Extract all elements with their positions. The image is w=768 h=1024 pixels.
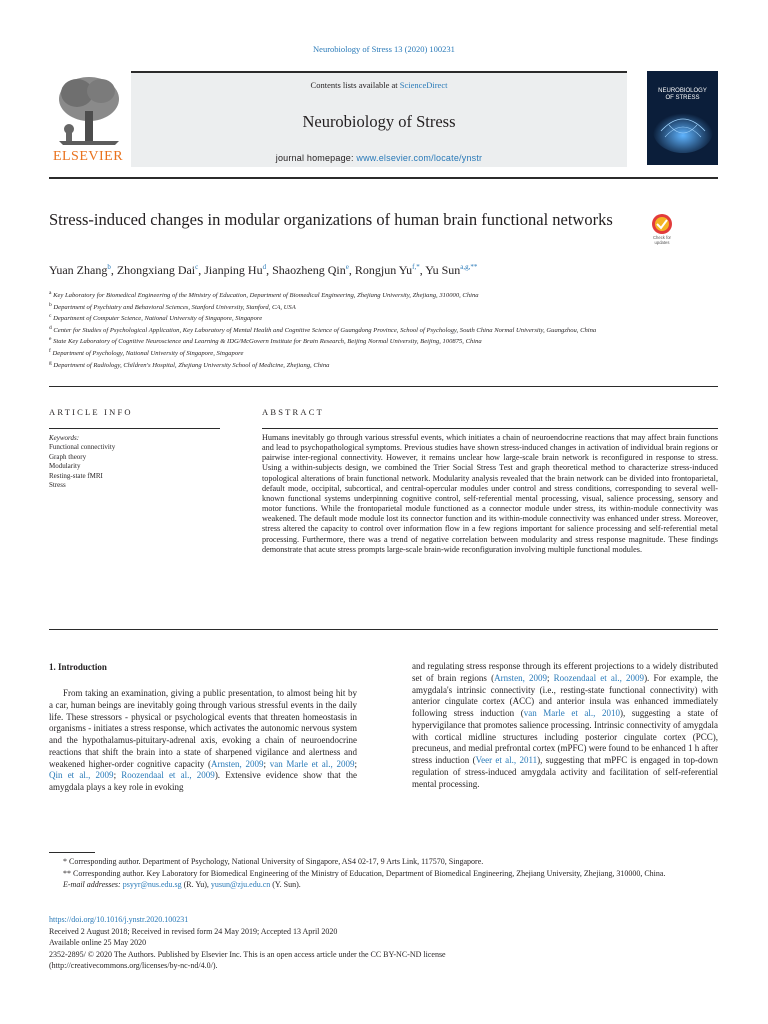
citation-link[interactable]: Veer et al., 2011 (475, 755, 538, 765)
citation-link[interactable]: Roozendaal et al., 2009 (553, 672, 645, 683)
available-online: Available online 25 May 2020 (49, 938, 147, 948)
affiliation-text: State Key Laboratory of Cognitive Neuroscience and Learning & IDG/McGovern Institute for Brain Research, Beijing Normal University, Beijing, 100875, China (53, 338, 482, 346)
keyword-item: Graph theory (49, 452, 87, 461)
homepage-link[interactable]: www.elsevier.com/locate/ynstr (356, 153, 483, 163)
journal-cover[interactable] (647, 71, 718, 165)
author-name: Rongjun Yu (354, 263, 413, 277)
keyword-item: Modularity (49, 462, 81, 471)
check-updates-line-1: Check for (653, 235, 671, 240)
intro-text: and regulating stress response through its efferent projections to a widely distributed set of brain regions ( (412, 661, 718, 683)
publication-info (49, 914, 718, 972)
author-affiliation-marker[interactable]: d (262, 263, 267, 271)
affiliation-list (49, 289, 689, 370)
affiliation-item (49, 359, 689, 371)
check-updates-line-2: updates (654, 239, 670, 245)
affiliation-text: Department of Radiology, Children's Hospital, Zhejiang University School of Medicine, Zhejiang, China (53, 361, 330, 369)
email-owner: (R. Yu), (181, 880, 211, 890)
author-affiliation-marker[interactable]: b (107, 263, 111, 271)
check-updates-label (645, 236, 679, 245)
keyword-list (49, 443, 220, 490)
keywords-label: Keywords: (49, 434, 80, 442)
affiliation-text: Key Laboratory for Biomedical Engineering of the Ministry of Education, Department of Biomedical Engineering, Zhejiang University, Zhejiang, 310000, China (53, 292, 479, 300)
abstract-text: Humans inevitably go through various stressful events, which initiates a chain of neuroendocrine reactions that may affect brain functions and lead to psychopathological symptoms. Previous studies have shown stress-induced changes in activation of individual brain regions or pairwise inter-regional connectivity. However, it remains unclear how large-scale brain network is reconfigured in response to stress. Using a within-subjects design, we combined the Trier Social Stress Test and graph theoretical method to characterize stress-induced topological alterations of brain functional network. Modularity analysis revealed that the brain network can be divided into frontoparietal, default mode, occipital, subcortical, and central-opercular modules under control and stress conditions, corresponding to several well-known functional systems underpinning cognitive control, self-referential mental processing, visual, salience processing, sensory and motor functions. While the frontoparietal module functioned as a connector module under stress, its within-module connectivity was weakened. The default mode module lost its connector function and its within-module connectivity was enhanced under stress. Moreover, stress altered the capacity to control over information flow in a few regions important for salience processing and self-referential metal processing. Furthermore, there was a trend of negative correlation between modularity and stress response magnitude. These findings demonstrate that acute stress prompts large-scale brain-wide reconfiguration involving multiple functional modules. (262, 433, 718, 554)
affiliation-marker: g (49, 359, 52, 366)
footnote-emails (49, 879, 718, 891)
footnotes (49, 856, 718, 891)
author-name: Yuan Zhang (49, 263, 108, 277)
affiliation-marker: b (49, 301, 52, 308)
affiliation-item (49, 347, 689, 359)
intro-right-column: and regulating stress response through its efferent projections to a widely distributed set of brain regions (Arnsten, 2009; Roozendaal et al., 2009). For example, the amygdala's intrinsic connectivity (i.e., resting-state functional connectivity) with anterior cingulate cortex (ACC) and anterior insula was enhanced immediately following stress induction (van Marle et al., 2010), suggesting a state of hypervigilance that promotes salience processing. Intrinsic connectivity of amygdala with cortical midline structures including posterior cingulate cortex (PCC), precuneus, and medial prefrontal cortex (mPFC) were found to be enhanced 1 h after stress induction (Veer et al., 2011), suggesting that mPFC is engaged in top-down regulation of stress-induced amygdala activity and facilitation of self-referential mental processing. (412, 661, 719, 789)
header-divider (49, 177, 718, 179)
article-title: Stress-induced changes in modular organizations of human brain functional networks (49, 210, 613, 229)
abstract-divider (262, 428, 718, 429)
journal-header-center (131, 71, 627, 167)
affiliation-text: Department of Psychiatry and Behavioral Sciences, Stanford University, Stanford, CA, USA (53, 303, 296, 311)
citation-link[interactable]: Arnsten, 2009 (494, 672, 547, 683)
affiliation-item (49, 301, 689, 313)
citation-link[interactable]: Roozendaal et al., 2009 (121, 770, 215, 781)
brain-icon (647, 71, 718, 165)
affiliation-item (49, 324, 689, 336)
affiliation-item (49, 335, 689, 347)
keyword-item: Functional connectivity (49, 443, 116, 452)
contents-line (131, 80, 627, 90)
section-divider (49, 386, 718, 387)
doi-link[interactable]: https://doi.org/10.1016/j.ynstr.2020.100231 (49, 915, 189, 924)
intro-text: ). For example, the amygdala's intrinsic connectivity (i.e., resting-state functional connectivity) with anterior cingulate cortex (ACC) and anterior insula was enhanced immediately following stress induction ( (412, 672, 718, 718)
keywords-block (49, 434, 220, 490)
affiliation-text: Department of Computer Science, National University of Singapore, Singapore (53, 315, 263, 323)
author-affiliation-marker[interactable]: e (345, 263, 349, 271)
journal-header (49, 71, 718, 167)
sciencedirect-link[interactable]: ScienceDirect (399, 80, 448, 90)
intro-text: ). Extensive evidence show that the amygdala plays a key role in evoking (49, 770, 357, 792)
footnote-corresponding-1: * Corresponding author. Department of Psychology, National University of Singapore, AS4 02-17, 9 Arts Link, 117570, Singapore. (63, 857, 484, 866)
citation-link[interactable]: Arnsten, 2009 (211, 758, 264, 769)
affiliation-marker: e (49, 336, 52, 343)
cover-title (647, 88, 718, 102)
homepage-line (131, 153, 627, 163)
citation-link[interactable]: van Marle et al., 2010 (523, 708, 620, 718)
keyword-item: Stress (49, 481, 66, 490)
author-name: Zhongxiang Dai (116, 263, 196, 277)
check-updates-icon (645, 212, 679, 236)
cover-title-line-2: OF STRESS (665, 95, 700, 101)
abstract-heading: ABSTRACT (262, 407, 324, 417)
elsevier-tree-logo (49, 71, 127, 165)
citation-link[interactable]: Qin et al., 2009 (49, 770, 114, 781)
license-url[interactable]: (http://creativecommons.org/licenses/by-nc-nd/4.0/). (49, 961, 218, 971)
section-divider-bottom (49, 629, 718, 630)
tree-icon (49, 71, 127, 147)
cover-title-line-1: NEUROBIOLOGY (658, 88, 707, 94)
introduction-heading: 1. Introduction (49, 662, 107, 672)
contents-prefix: Contents lists available at (310, 80, 400, 90)
citation-link[interactable]: van Marle et al., 2009 (269, 758, 355, 769)
affiliation-marker: a (49, 290, 52, 296)
affiliation-text: Center for Studies of Psychological Application, Key Laboratory of Mental Health and Cognitive Science of Guangdong Province, School of Psychology, South China Normal University, Guangzhou, China (53, 326, 597, 334)
email-link[interactable]: yusun@zju.edu.cn (210, 880, 271, 890)
journal-reference-link[interactable]: Neurobiology of Stress 13 (2020) 100231 (313, 44, 455, 54)
author-name: Jianping Hu (204, 263, 263, 277)
received-dates: Received 2 August 2018; Received in revised form 24 May 2019; Accepted 13 April 2020 (49, 926, 338, 936)
email-owner: (Y. Sun). (270, 880, 301, 890)
affiliation-item (49, 289, 689, 301)
journal-name: Neurobiology of Stress (302, 112, 456, 131)
affiliation-marker: d (49, 324, 52, 331)
author-affiliation-marker[interactable]: c (195, 263, 199, 271)
elsevier-wordmark: ELSEVIER (52, 149, 124, 164)
author-name: Yu Sun (425, 263, 461, 277)
affiliation-marker: f (49, 347, 51, 354)
intro-left-column: From taking an examination, giving a public presentation, to almost being hit by a car, human beings are inevitably going through various stressful events in the daily life. These stressors - physical or psychological events that threaten homeostasis in organisms - initiates a stress response, which activates the autonomic nervous system and the hypothalamus-pituitary-adrenal axis, evoking a chain of neuroendocrine reactions that shift the brain into a state of sharpened vigilance and alertness and weakened higher-order cognitive capacity (Arnsten, 2009; van Marle et al., 2009; Qin et al., 2009; Roozendaal et al., 2009). Extensive evidence show that the amygdala plays a key role in evoking (49, 688, 357, 792)
article-info-divider (49, 428, 220, 429)
footnote-divider (49, 852, 95, 853)
license-text: 2352-2895/ © 2020 The Authors. Published by Elsevier Inc. This is an open access article under the CC BY-NC-ND license (49, 949, 446, 959)
email-label: E-mail addresses: (63, 880, 123, 890)
affiliation-item (49, 312, 689, 324)
check-for-updates-button[interactable] (645, 212, 679, 252)
email-link[interactable]: psyyr@nus.edu.sg (122, 880, 182, 890)
intro-text: ), suggesting a state of hypervigilance that promotes salience processing. Intrinsic connectivity of amygdala with cortical midline structures including posterior cingulate cortex (PCC), precuneus, and medial prefrontal cortex (mPFC) were found to be enhanced 1 h after stress induction ( (412, 708, 719, 765)
intro-text: From taking an examination, giving a public presentation, to almost being hit by a car, human beings are inevitably going through various stressful events in the daily life. These stressors - physical or psychological events that threaten homeostasis in organisms - initiates a stress response, which activates the autonomic nervous system and the hypothalamus-pituitary-adrenal axis, evoking a chain of neuroendocrine reactions that shift the brain into a state of sharpened vigilance and alertness and weakened higher-order cognitive capacity ( (49, 688, 357, 769)
author-affiliation-marker[interactable]: a,g,** (460, 263, 478, 271)
keyword-item: Resting-state fMRI (49, 471, 103, 480)
affiliation-marker: c (49, 313, 52, 320)
author-name: Shaozheng Qin (272, 263, 346, 277)
affiliation-text: Department of Psychology, National University of Singapore, Singapore (52, 350, 244, 358)
author-list: Yuan Zhang$^b$, Zhongxiang Dai$^c$, Jianping Hu$^d$, Shaozheng Qin$^e$, Rongjun $Yu^{f,*}$, Yu Sun$^{a,g,**}$ (49, 263, 478, 277)
footnote-corresponding-2: ** Corresponding author. Key Laboratory for Biomedical Engineering of the Ministry of Education, Department of Biomedical Engineering, Zhejiang University, Zhejiang, 310000, China. (63, 868, 666, 878)
homepage-prefix: journal homepage: (275, 153, 357, 163)
author-affiliation-marker[interactable]: f,* (412, 263, 420, 271)
article-info-heading: ARTICLE INFO (49, 407, 133, 417)
intro-text: ), suggesting that mPFC is engaged in top-down regulation of stress-induced amygdala activity and facilitation of self-referential mental processing. (412, 755, 718, 789)
